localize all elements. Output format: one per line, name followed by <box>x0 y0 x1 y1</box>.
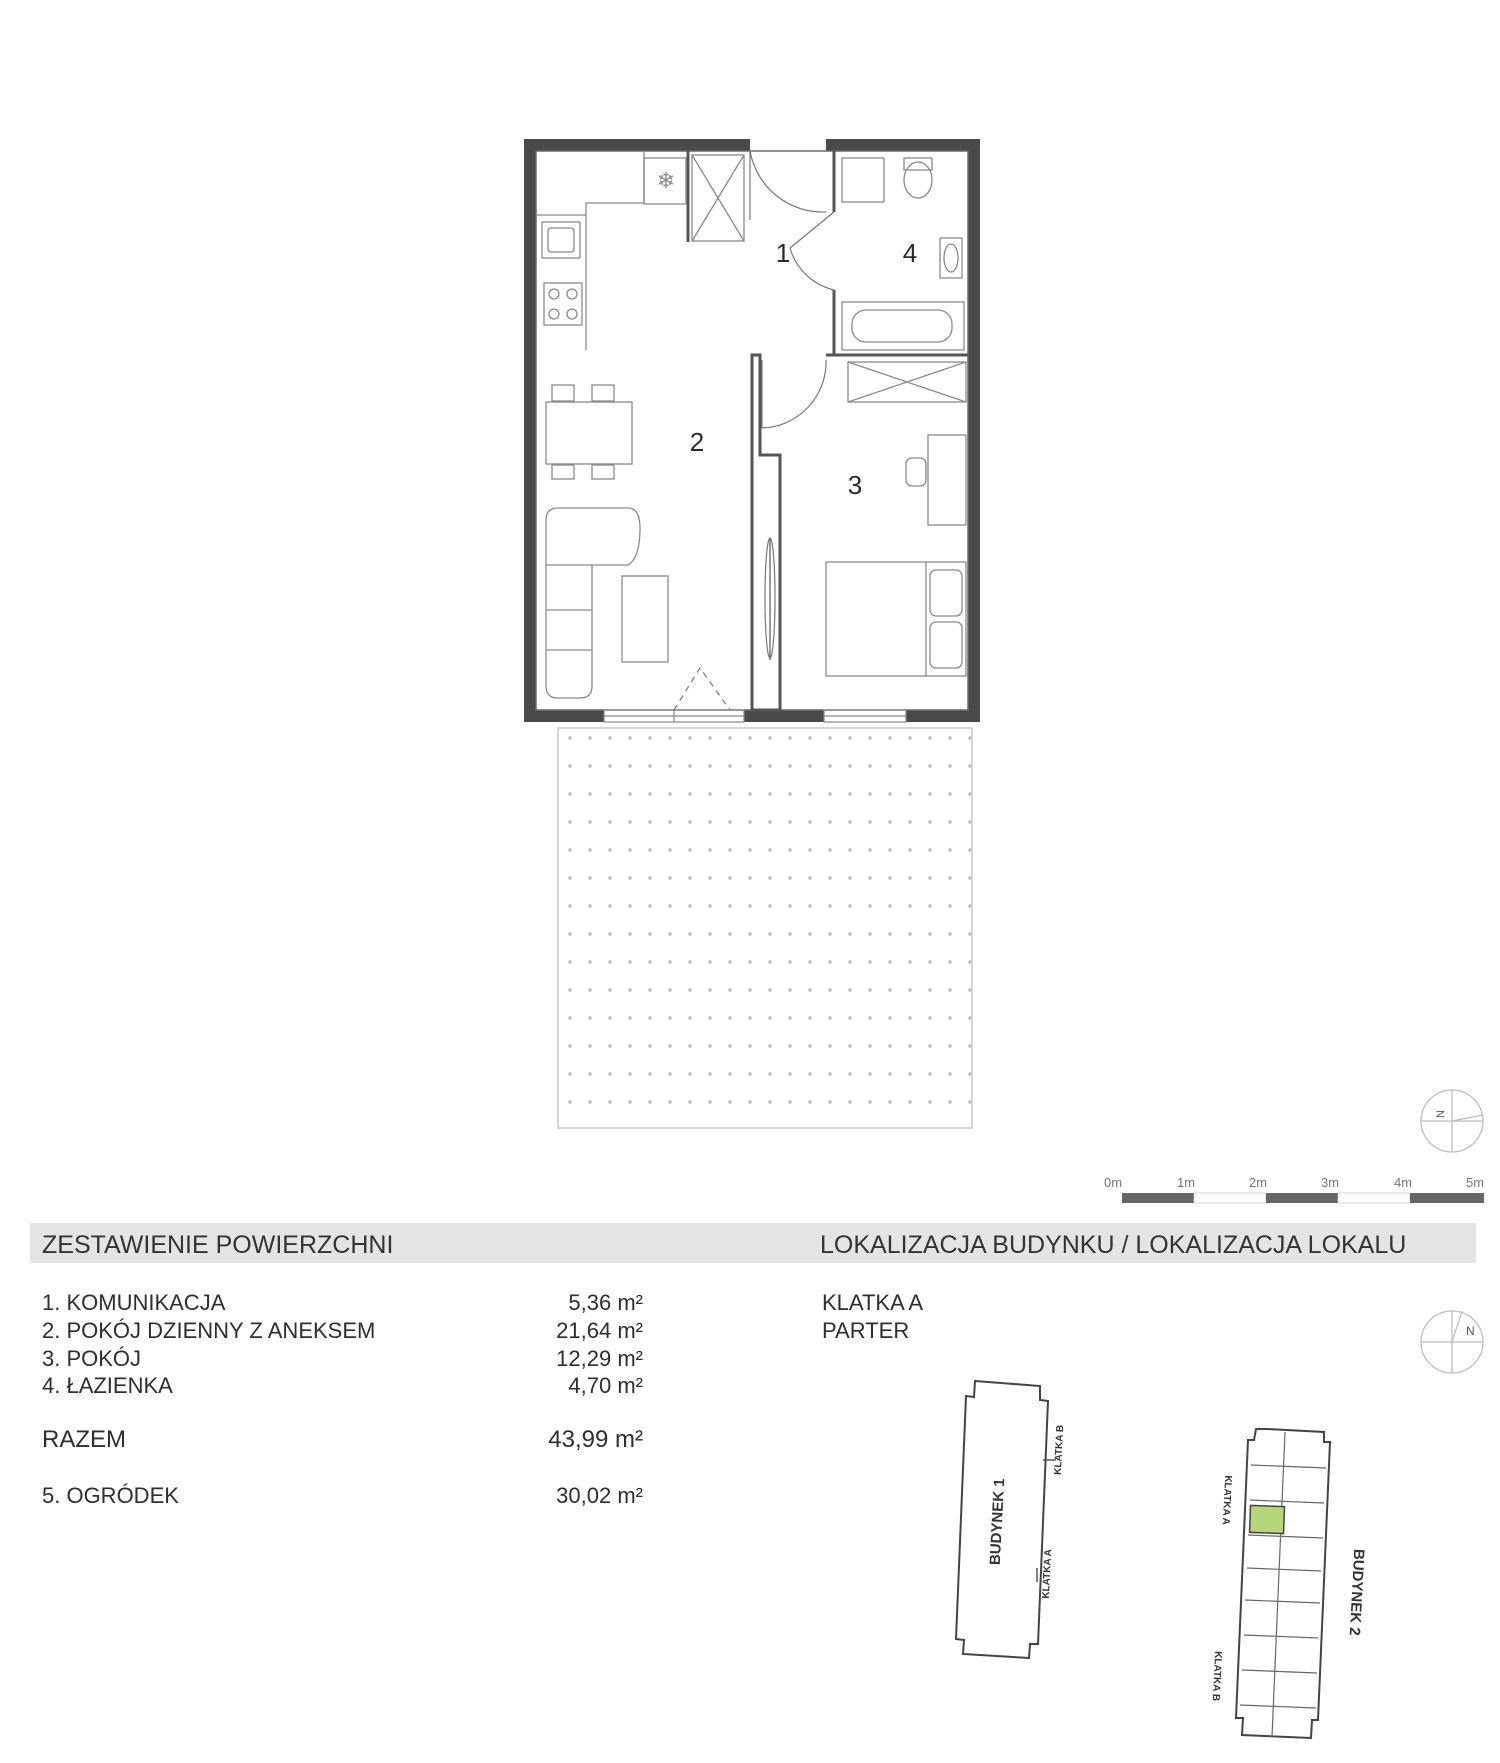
scale-bar <box>1122 1193 1484 1203</box>
summary-row-1-label: 1. KOMUNIKACJA <box>42 1290 226 1315</box>
building-1-stair-b: KLATKA B <box>1052 1424 1067 1476</box>
building-2-stair-a: KLATKA A <box>1219 1475 1234 1526</box>
snowflake-icon: ❄ <box>656 169 676 194</box>
summary-row-1-area: 5,36 m² <box>568 1290 643 1315</box>
summary-row-4-area: 4,70 m² <box>568 1373 643 1398</box>
summary-total-label: RAZEM <box>42 1426 126 1453</box>
summary-garden-label: 5. OGRÓDEK <box>42 1483 179 1508</box>
summary-row-4-label: 4. ŁAZIENKA <box>42 1373 173 1398</box>
scale-label-0: 0m <box>1103 1175 1123 1190</box>
building-1-label: BUDYNEK 1 <box>986 1478 1009 1566</box>
scale-label-1: 1m <box>1176 1175 1196 1190</box>
summary-row-3-area: 12,29 m² <box>556 1346 643 1371</box>
summary-garden-area: 30,02 m² <box>556 1483 643 1508</box>
compass-bottom <box>1421 1311 1483 1373</box>
room-number-4: 4 <box>902 238 918 268</box>
location-title: LOKALIZACJA BUDYNKU / LOKALIZACJA LOKALU <box>820 1231 1407 1259</box>
room-number-1: 1 <box>775 238 791 268</box>
summary-total-area: 43,99 m² <box>548 1426 643 1453</box>
summary-header <box>30 1223 1476 1263</box>
selected-unit-highlight <box>1250 1505 1285 1533</box>
scale-label-3: 3m <box>1320 1175 1340 1190</box>
bedroom-furniture <box>826 362 966 676</box>
summary-title: ZESTAWIENIE POWIERZCHNI <box>42 1231 394 1259</box>
compass-top <box>1421 1090 1483 1152</box>
dining-table <box>546 385 632 479</box>
garden-area <box>558 728 972 1128</box>
building-2-stair-b: KLATKA B <box>1209 1650 1224 1702</box>
building-2-label: BUDYNEK 2 <box>1345 1548 1368 1636</box>
location-stair: KLATKA A <box>822 1290 924 1315</box>
summary-row-2-label: 2. POKÓJ DZIENNY Z ANEKSEM <box>42 1318 376 1343</box>
kitchen-counter <box>536 151 744 350</box>
scale-label-4: 4m <box>1393 1175 1413 1190</box>
building-1-stair-a: KLATKA A <box>1040 1548 1055 1599</box>
summary-row-3-label: 3. POKÓJ <box>42 1346 142 1371</box>
room-number-3: 3 <box>847 470 863 500</box>
scale-label-5: 5m <box>1465 1175 1485 1190</box>
sofa <box>546 508 668 698</box>
location-floor: PARTER <box>822 1318 910 1343</box>
compass-top-label: N <box>1435 1110 1447 1118</box>
summary-row-2-area: 21,64 m² <box>556 1318 643 1343</box>
room-number-2: 2 <box>689 427 705 457</box>
scale-label-2: 2m <box>1248 1175 1268 1190</box>
compass-bottom-label: N <box>1466 1324 1475 1338</box>
